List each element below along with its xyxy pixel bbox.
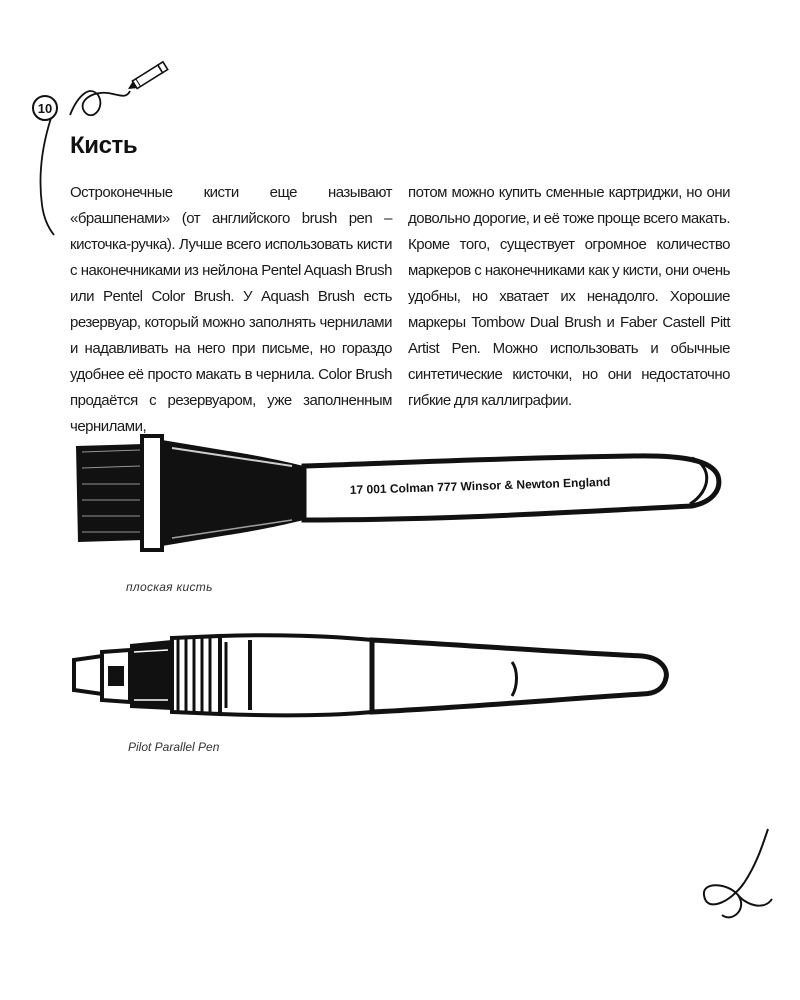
brush-bristles — [76, 444, 144, 542]
body-column-right: потом можно купить сменные картриджи, но они довольно дорогие, и её тоже проще всего макать. Кроме того, существует огромное количество маркеров с наконечниками как у кисти, они очень удобны, но хватает их ненадолго. Хорошие маркеры Tombow Dual Brush и Faber Castell Pitt Artist Pen. Можно использовать и обычные синтетические кисточки, но они недостаточно гибкие для каллиграфии. — [408, 184, 730, 409]
pen-grip — [130, 636, 220, 714]
pen-nib — [74, 650, 130, 702]
body-column-left: Остроконечные кисти еще называют «брашпенами» (от английского brush pen – кисточка-ручка). Лучше всего использовать кисти с наконечниками из нейлона Pentel Aquash Brush или Pentel Color Brush. У Aquash Brush есть резервуар, который можно заполнять чернилами и надавливать на него при письме, но гораздо удобнее её просто макать в чернила. Color Brush продаётся с резервуаром, уже заполненным чернилами, — [70, 184, 392, 435]
parallel-pen-caption: Pilot Parallel Pen — [128, 740, 220, 754]
flat-brush-caption: плоская кисть — [126, 580, 213, 594]
swirl-ornament-icon — [698, 825, 778, 935]
page-number: 10 — [32, 95, 58, 121]
flat-brush-illustration — [72, 428, 732, 558]
brush-handle-text: 17 001 Colman 777 Winsor & Newton England — [349, 474, 611, 497]
pen-barrel — [220, 635, 666, 715]
page-title: Кисть — [70, 132, 138, 159]
parallel-pen-illustration — [72, 622, 672, 732]
brush-ferrule — [142, 436, 304, 550]
